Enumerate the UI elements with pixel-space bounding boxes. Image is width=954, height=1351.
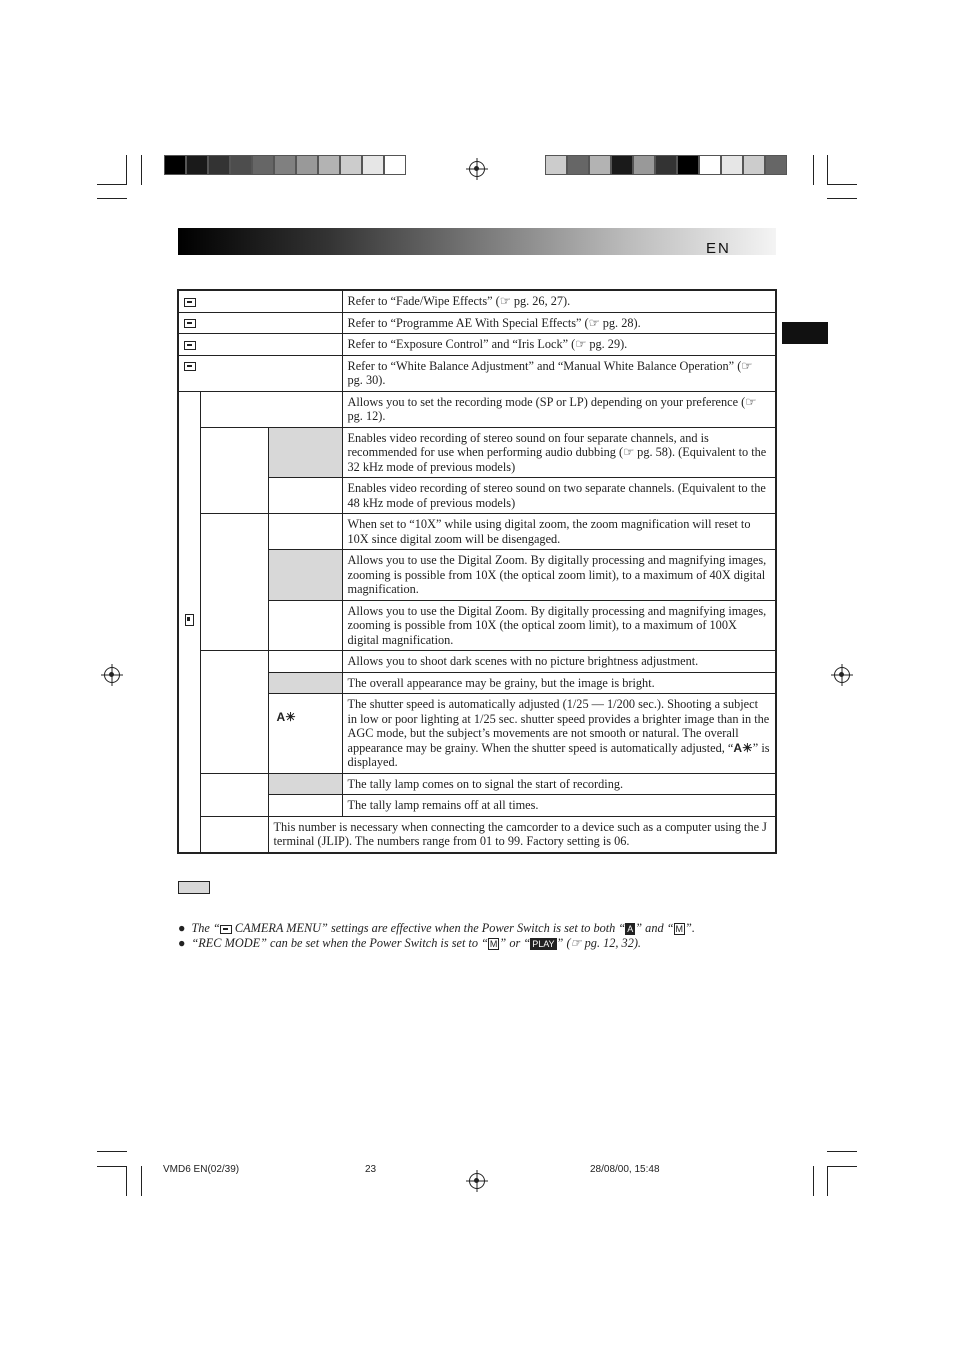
table-row	[178, 550, 776, 601]
row-description: Allows you to use the Digital Zoom. By digitally processing and magnifying images, zooming is possible from 10X (the optical zoom limit), to a maximum of 100X digital magnification.	[342, 600, 776, 651]
table-row	[178, 290, 776, 312]
color-swatch	[655, 155, 677, 175]
registration-mark-icon	[104, 667, 120, 683]
camera-menu-icon	[185, 614, 194, 626]
row-description: The overall appearance may be grainy, but the image is bright.	[342, 672, 776, 694]
row-description: Enables video recording of stereo sound on four separate channels, and is recommended for use when performing audio dubbing (☞ pg. 58). (Equivalent to the 32 kHz mode of previous models)	[342, 427, 776, 478]
crop-mark	[827, 1151, 857, 1152]
auto-gain-up-icon: A☀	[733, 740, 753, 755]
registration-mark-icon	[469, 1173, 485, 1189]
table-row	[178, 795, 776, 817]
table-row	[178, 694, 776, 774]
color-swatch	[633, 155, 655, 175]
table-row	[178, 391, 776, 427]
color-swatch	[699, 155, 721, 175]
color-swatch	[567, 155, 589, 175]
color-swatch	[765, 155, 787, 175]
camera-menu-icon	[220, 925, 232, 934]
row-description: When set to “10X” while using digital zoom, the zoom magnification will reset to 10X since digital zoom will be disengaged.	[342, 514, 776, 550]
color-swatch	[721, 155, 743, 175]
auto-gain-up-icon: A☀	[276, 710, 296, 724]
crop-mark	[141, 155, 142, 185]
row-description: Refer to “Fade/Wipe Effects” (☞ pg. 26, 27).	[342, 290, 776, 312]
crop-mark	[827, 1166, 828, 1196]
crop-mark	[126, 155, 127, 185]
footer-page: 23	[365, 1164, 377, 1175]
note-item: ● The “ CAMERA MENU” settings are effective when the Power Switch is set to both “ A ” and “ M ”.	[178, 921, 695, 935]
crop-mark	[827, 1166, 857, 1167]
row-description: Refer to “Programme AE With Special Effects” (☞ pg. 28).	[342, 312, 776, 334]
crop-mark	[827, 184, 857, 185]
footer-file: VMD6 EN(02/39)	[163, 1164, 240, 1175]
row-description: Enables video recording of stereo sound on two separate channels. (Equivalent to the 48 kHz mode of previous models)	[342, 478, 776, 514]
play-mode-icon: PLAY	[532, 939, 555, 949]
color-swatch	[230, 155, 252, 175]
color-swatch	[252, 155, 274, 175]
crop-mark	[97, 1166, 127, 1167]
color-swatch	[274, 155, 296, 175]
row-description: The tally lamp remains off at all times.	[342, 795, 776, 817]
exposure-icon	[184, 341, 196, 350]
color-swatch	[186, 155, 208, 175]
row-description: Allows you to shoot dark scenes with no picture brightness adjustment.	[342, 651, 776, 673]
color-swatch	[296, 155, 318, 175]
section-tab-marker	[782, 322, 828, 344]
table-row	[178, 600, 776, 651]
row-description: Allows you to use the Digital Zoom. By digitally processing and magnifying images, zooming is possible from 10X (the optical zoom limit), to a maximum of 40X digital magnification.	[342, 550, 776, 601]
table-row	[178, 514, 776, 550]
notes	[178, 921, 695, 951]
crop-mark	[126, 1166, 127, 1196]
table-row	[178, 651, 776, 673]
crop-mark	[813, 1166, 814, 1196]
color-swatch	[677, 155, 699, 175]
table-row	[178, 427, 776, 478]
language-code: EN	[706, 240, 731, 257]
color-swatch	[164, 155, 186, 175]
crop-mark	[141, 1166, 142, 1196]
color-swatch	[318, 155, 340, 175]
table-row	[178, 355, 776, 391]
table-row	[178, 478, 776, 514]
color-swatch	[743, 155, 765, 175]
color-swatch	[611, 155, 633, 175]
row-description: Allows you to set the recording mode (SP or LP) depending on your preference (☞ pg. 12).	[342, 391, 776, 427]
crop-mark	[827, 198, 857, 199]
manual-mode-icon: M	[675, 924, 684, 934]
registration-mark-icon	[469, 161, 485, 177]
table-row	[178, 312, 776, 334]
table-row	[178, 816, 776, 853]
row-description: This number is necessary when connecting the camcorder to a device such as a computer using the J terminal (JLIP). The numbers range from 01 to 99. Factory setting is 06.	[268, 816, 776, 853]
row-description: Refer to “White Balance Adjustment” and “Manual White Balance Operation” (☞ pg. 30).	[342, 355, 776, 391]
registration-mark-icon	[834, 667, 850, 683]
table-row	[178, 773, 776, 795]
row-description: The shutter speed is automatically adjusted (1/25 — 1/200 sec.). Shooting a subject in low or poor lighting at 1/25 sec. shutter speed provides a brighter image than in the AGC mode, but the subject’s movements are not smooth or natural. The overall appearance may be grainy. When the shutter speed is automatically adjusted, “A☀” is displayed.	[342, 694, 776, 774]
table-row	[178, 334, 776, 356]
factory-default-legend-box	[178, 881, 210, 894]
color-swatch	[208, 155, 230, 175]
row-description: Refer to “Exposure Control” and “Iris Lock” (☞ pg. 29).	[342, 334, 776, 356]
crop-mark	[813, 155, 814, 185]
crop-mark	[97, 184, 127, 185]
program-ae-icon	[184, 319, 196, 328]
color-swatch	[340, 155, 362, 175]
camera-menu-table	[177, 289, 777, 854]
note-item: ● “REC MODE” can be set when the Power Switch is set to “ M ” or “ PLAY ” (☞ pg. 12, 32).	[178, 936, 642, 950]
manual-mode-icon: M	[489, 939, 498, 949]
color-swatch	[384, 155, 406, 175]
crop-mark	[97, 198, 127, 199]
color-swatch	[362, 155, 384, 175]
color-swatch	[589, 155, 611, 175]
auto-mode-icon: A	[627, 924, 634, 934]
color-swatch	[545, 155, 567, 175]
white-balance-icon	[184, 362, 196, 371]
row-description: The tally lamp comes on to signal the start of recording.	[342, 773, 776, 795]
table-row	[178, 672, 776, 694]
crop-mark	[97, 1151, 127, 1152]
crop-mark	[827, 155, 828, 185]
header-gradient-band	[178, 228, 776, 255]
fade-wipe-icon	[184, 298, 196, 307]
footer-timestamp: 28/08/00, 15:48	[590, 1164, 660, 1175]
